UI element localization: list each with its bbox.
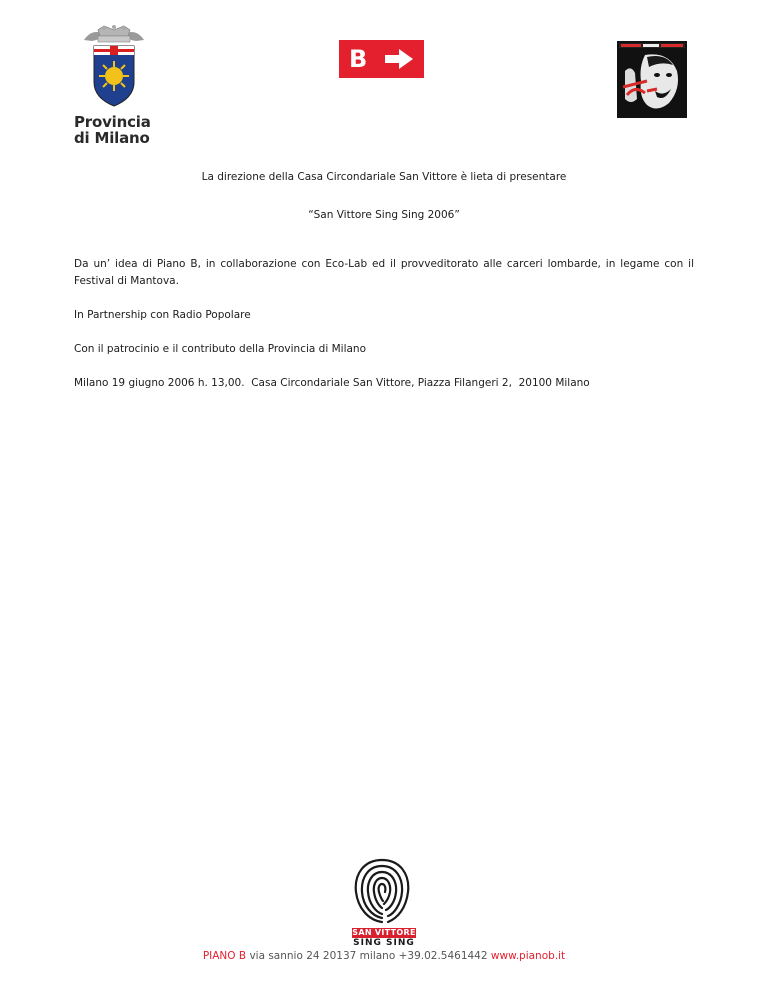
piano-b-logo [339,40,424,78]
partnership-text: In Partnership con Radio Popolare [74,309,251,321]
fingerprint-icon [348,854,416,926]
provincia-logo-line2: di Milano [74,129,150,147]
event-title: “San Vittore Sing Sing 2006” [308,209,460,221]
footer-org-name: PIANO B [202,950,247,962]
piano-b-letter: B [349,45,369,73]
footer-website-link[interactable]: www.pianob.it [490,950,566,962]
san-vittore-logo-line1: SAN VITTORE [352,928,416,937]
footer-contact-details: via sannio 24 20137 milano +39.02.5461442 [249,950,488,962]
provincia-crest-icon [74,24,154,110]
san-vittore-logo-line2: SING SING [353,938,415,948]
festival-poster-image-icon [617,41,687,118]
provincia-logo-line1: Provincia [74,113,151,131]
date-location-text: Milano 19 giugno 2006 h. 13,00. Casa Circondariale San Vittore, Piazza Filangeri 2, 20100 Milano [74,377,590,389]
intro-text: La direzione della Casa Circondariale San Vittore è lieta di presentare [201,171,567,183]
arrow-right-icon [383,47,415,71]
patrocinio-text: Con il patrocinio e il contributo della Provincia di Milano [74,343,367,355]
provincia-di-milano-logo [74,24,154,148]
idea-paragraph: Da un’ idea di Piano B, in collaborazione con Eco-Lab ed il provveditorato alle carceri lombarde, in legame con il Festival di Mantova. [74,258,694,287]
festival-mantova-poster [617,41,687,118]
footer-contact-line [0,949,768,963]
